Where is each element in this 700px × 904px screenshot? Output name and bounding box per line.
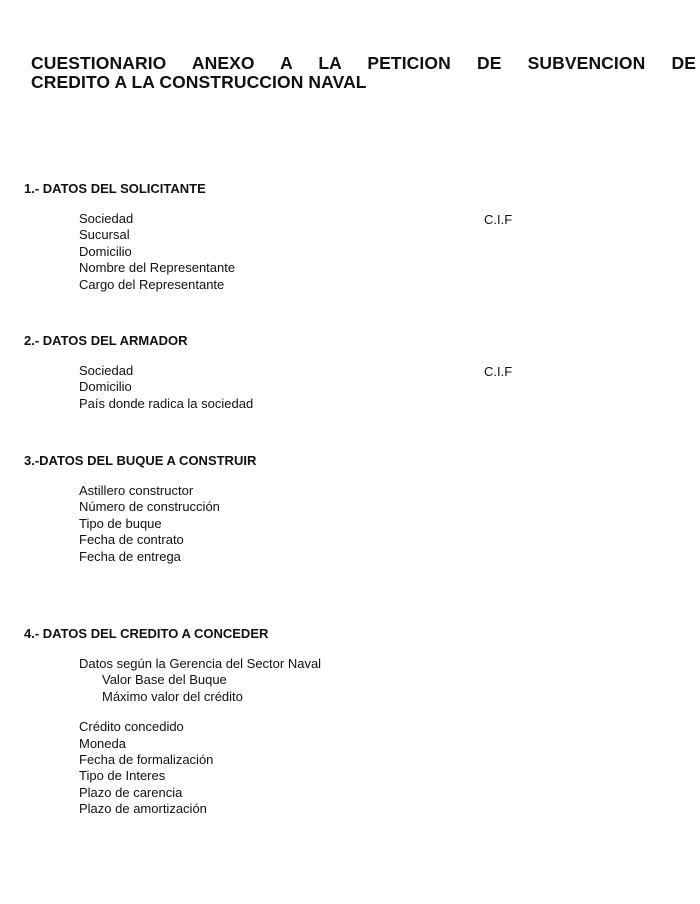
- field-nombre-representante: Nombre del Representante: [79, 260, 236, 276]
- field-list: [79, 211, 513, 293]
- field-plazo-carencia: Plazo de carencia: [79, 784, 183, 800]
- field-domicilio: Domicilio: [79, 379, 132, 395]
- field-numero-construccion: Número de construcción: [79, 499, 220, 515]
- field-label: Sociedad: [79, 211, 134, 226]
- field-tipo-buque: Tipo de buque: [79, 515, 162, 531]
- document-title: [31, 54, 696, 92]
- section-heading: 3.-DATOS DEL BUQUE A CONSTRUIR: [24, 453, 257, 468]
- field-fecha-contrato: Fecha de contrato: [79, 532, 184, 548]
- section-credito: [24, 626, 321, 818]
- title-line-1: CUESTIONARIO ANEXO A LA PETICION DE SUBVENCION DE: [31, 53, 696, 73]
- section-heading: 1.- DATOS DEL SOLICITANTE: [24, 181, 206, 196]
- field-fecha-formalizacion: Fecha de formalización: [79, 752, 214, 768]
- section-armador: [24, 333, 513, 412]
- section-solicitante: [24, 181, 513, 293]
- field-list: [79, 656, 321, 818]
- section-buque: [24, 453, 256, 565]
- field-sucursal: Sucursal: [79, 227, 130, 243]
- field-valor-base: Valor Base del Buque: [102, 672, 227, 688]
- field-fecha-entrega: Fecha de entrega: [79, 548, 181, 564]
- field-list: [79, 363, 513, 412]
- field-tipo-interes: Tipo de Interes: [79, 768, 166, 784]
- field-domicilio: Domicilio: [79, 243, 132, 259]
- field-moneda: Moneda: [79, 735, 126, 751]
- field-credito-concedido: Crédito concedido: [79, 719, 184, 735]
- cif-label: C.I.F: [484, 212, 513, 227]
- field-sociedad: [79, 211, 513, 227]
- field-maximo-valor: Máximo valor del crédito: [102, 688, 243, 704]
- field-cargo-representante: Cargo del Representante: [79, 276, 225, 292]
- section-heading: 4.- DATOS DEL CREDITO A CONCEDER: [24, 626, 269, 641]
- group-label-gerencia: Datos según la Gerencia del Sector Naval: [79, 656, 322, 671]
- field-plazo-amortizacion: Plazo de amortización: [79, 801, 207, 817]
- field-pais: País donde radica la sociedad: [79, 395, 254, 411]
- field-sociedad: [79, 363, 513, 379]
- title-line-2: CREDITO A LA CONSTRUCCION NAVAL: [31, 72, 367, 92]
- field-label: Sociedad: [79, 363, 134, 378]
- cif-label: C.I.F: [484, 364, 513, 379]
- section-heading: 2.- DATOS DEL ARMADOR: [24, 333, 188, 348]
- field-list: [79, 483, 256, 565]
- field-astillero: Astillero constructor: [79, 483, 194, 498]
